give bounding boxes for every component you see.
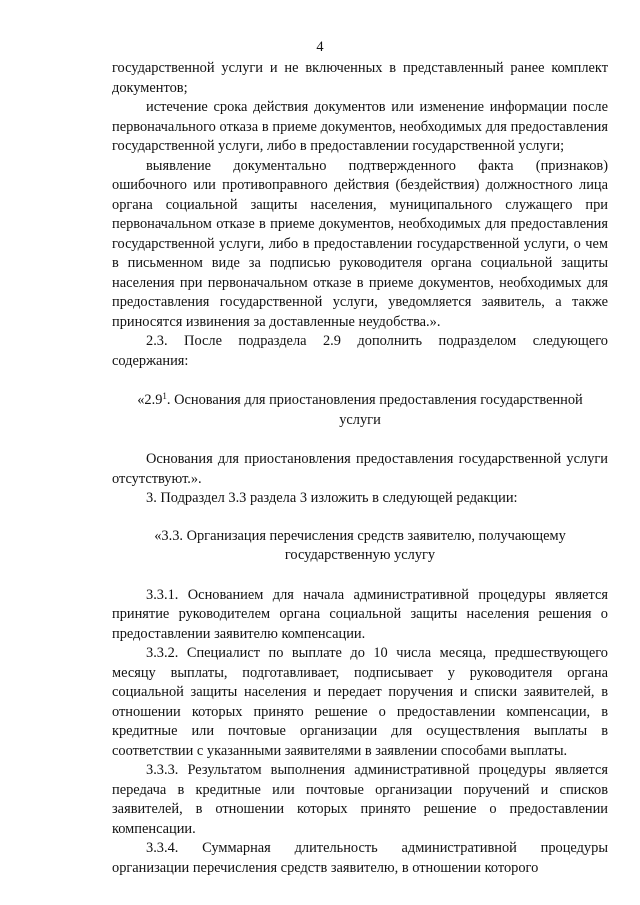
paragraph: 3.3.3. Результатом выполнения административной процедуры является передача в кредитные или почтовые организации поручений и списков заявителей, в отношении которых принято решение о предоставлении компенсации.	[112, 762, 608, 837]
section-heading-2-9-1	[112, 391, 608, 430]
paragraph: 2.3. После подраздела 2.9 дополнить подразделом следующего содержания:	[112, 333, 608, 369]
page-number: 4	[316, 39, 324, 55]
paragraph: Основания для приостановления предоставления государственной услуги отсутствуют.».	[112, 451, 608, 487]
paragraph: 3.3.2. Специалист по выплате до 10 числа месяца, предшествующего месяцу выплаты, подготавливает, подписывает у руководителя органа социальной защиты населения и передает поручения и списки заявителей, в отношении которых принято решение о предоставлении компенсации, в кредитные или почтовые организации для осуществления выплаты в соответствии с указанными заявителями в заявлении способами выплаты.	[112, 645, 608, 759]
paragraph: истечение срока действия документов или изменение информации после первоначального отказа в приеме документов, необходимых для предоставления государственной услуги, либо в предоставлении государственной услуги;	[112, 99, 608, 154]
paragraph: 3.3.1. Основанием для начала административной процедуры является принятие руководителем органа социальной защиты населения решения о предоставлении заявителю компенсации.	[112, 586, 608, 642]
paragraph: выявление документально подтвержденного факта (признаков) ошибочного или противоправного действия (бездействия) должностного лица органа социальной защиты населения, муниципального служащего при первоначальном отказе в приеме документов, необходимых для предоставления государственной услуги, либо в предоставлении государственной услуги, о чем в письменном виде за подписью руководителя органа социальной защиты населения при первоначальном отказе в приеме документов, необходимых для предоставления государственной услуги, уведомляется заявитель, а также приносятся извинения за доставленные неудобства.».	[112, 157, 608, 330]
section-heading-3-3: «3.3. Организация перечисления средств заявителю, получающему государственную услугу	[154, 527, 566, 563]
paragraph: 3. Подраздел 3.3 раздела 3 изложить в следующей редакции:	[146, 490, 518, 506]
heading-text: . Основания для приостановления предоставления государственной услуги	[166, 392, 583, 428]
paragraph: 3.3.4. Суммарная длительность административной процедуры организации перечисления средств заявителю, в отношении которого	[112, 840, 608, 876]
heading-prefix: «2.9	[137, 392, 163, 408]
heading-superscript: 1	[162, 391, 167, 401]
document-body	[112, 59, 608, 878]
paragraph: государственной услуги и не включенных в представленный ранее комплект документов;	[112, 60, 608, 96]
